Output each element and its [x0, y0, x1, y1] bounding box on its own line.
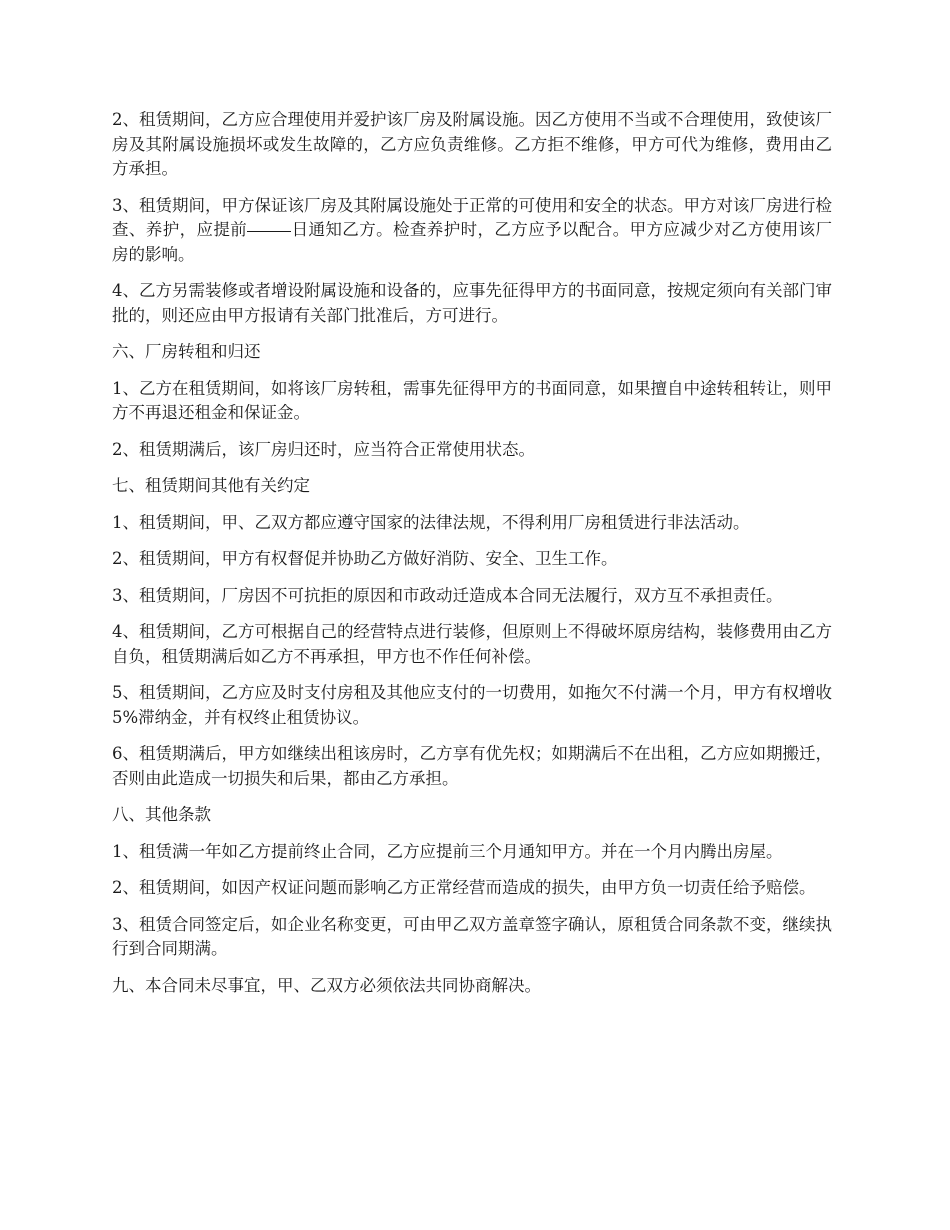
clause-7-6: 6、租赁期满后，甲方如继续出租该房时，乙方享有优先权；如期满后不在出租，乙方应如期搬迁，否则由此造成一切损失和后果，都由乙方承担。 — [112, 744, 832, 788]
section-heading-7: 七、租赁期间其他有关约定 — [112, 476, 310, 495]
clause-7-5: 5、租赁期间，乙方应及时支付房租及其他应支付的一切费用，如拖欠不付满一个月，甲方有权增收5%滞纳金，并有权终止租赁协议。 — [112, 683, 832, 727]
clause-7-4: 4、租赁期间，乙方可根据自己的经营特点进行装修，但原则上不得破坏原房结构，装修费用由乙方自负，租赁期满后如乙方不再承担，甲方也不作任何补偿。 — [112, 622, 832, 666]
section-heading-9: 九、本合同未尽事宜，甲、乙双方必须依法共同协商解决。 — [112, 975, 541, 995]
clause-5-3-text-before: 3、租赁期间，甲方保证该厂房及其附属设施处于正常的可使用和安全的状态。甲方对该厂房进行检查、养护，应提前 — [112, 195, 832, 239]
clause-6-2: 2、租赁期满后，该厂房归还时，应当符合正常使用状态。 — [112, 439, 535, 459]
clause-7-1: 1、租赁期间，甲、乙双方都应遵守国家的法律法规，不得利用厂房租赁进行非法活动。 — [112, 512, 750, 532]
clause-8-3: 3、租赁合同签定后，如企业名称变更，可由甲乙双方盖章签字确认，原租赁合同条款不变，继续执行到合同期满。 — [112, 914, 832, 958]
clause-5-4: 4、乙方另需装修或者增设附属设施和设备的，应事先征得甲方的书面同意，按规定须向有关部门审批的，则还应由甲方报请有关部门批准后，方可进行。 — [112, 281, 832, 325]
fill-in-blank-days — [247, 230, 291, 232]
section-heading-6: 六、厂房转租和归还 — [112, 342, 261, 361]
document-body — [112, 108, 832, 1010]
clause-5-2: 2、租赁期间，乙方应合理使用并爱护该厂房及附属设施。因乙方使用不当或不合理使用，致使该厂房及其附属设施损坏或发生故障的，乙方应负责维修。乙方拒不维修，甲方可代为维修，费用由乙方承担。 — [112, 110, 832, 178]
clause-5-3 — [112, 194, 832, 268]
clause-8-1: 1、租赁满一年如乙方提前终止合同，乙方应提前三个月通知甲方。并在一个月内腾出房屋。 — [112, 841, 783, 861]
clause-7-3: 3、租赁期间，厂房因不可抗拒的原因和市政动迁造成本合同无法履行，双方互不承担责任。 — [112, 585, 783, 605]
clause-7-2: 2、租赁期间，甲方有权督促并协助乙方做好消防、安全、卫生工作。 — [112, 549, 618, 568]
section-heading-8: 八、其他条款 — [112, 805, 211, 824]
clause-5-3-text-after: 日通知乙方。检查养护时，乙方应予以配合。甲方应减少对乙方使用该厂房的影响。 — [112, 220, 833, 264]
clause-6-1: 1、乙方在租赁期间，如将该厂房转租，需事先征得甲方的书面同意，如果擅自中途转租转让，则甲方不再退还租金和保证金。 — [112, 378, 832, 422]
clause-8-2: 2、租赁期间，如因产权证问题而影响乙方正常经营而造成的损失，由甲方负一切责任给予赔偿。 — [112, 878, 816, 897]
